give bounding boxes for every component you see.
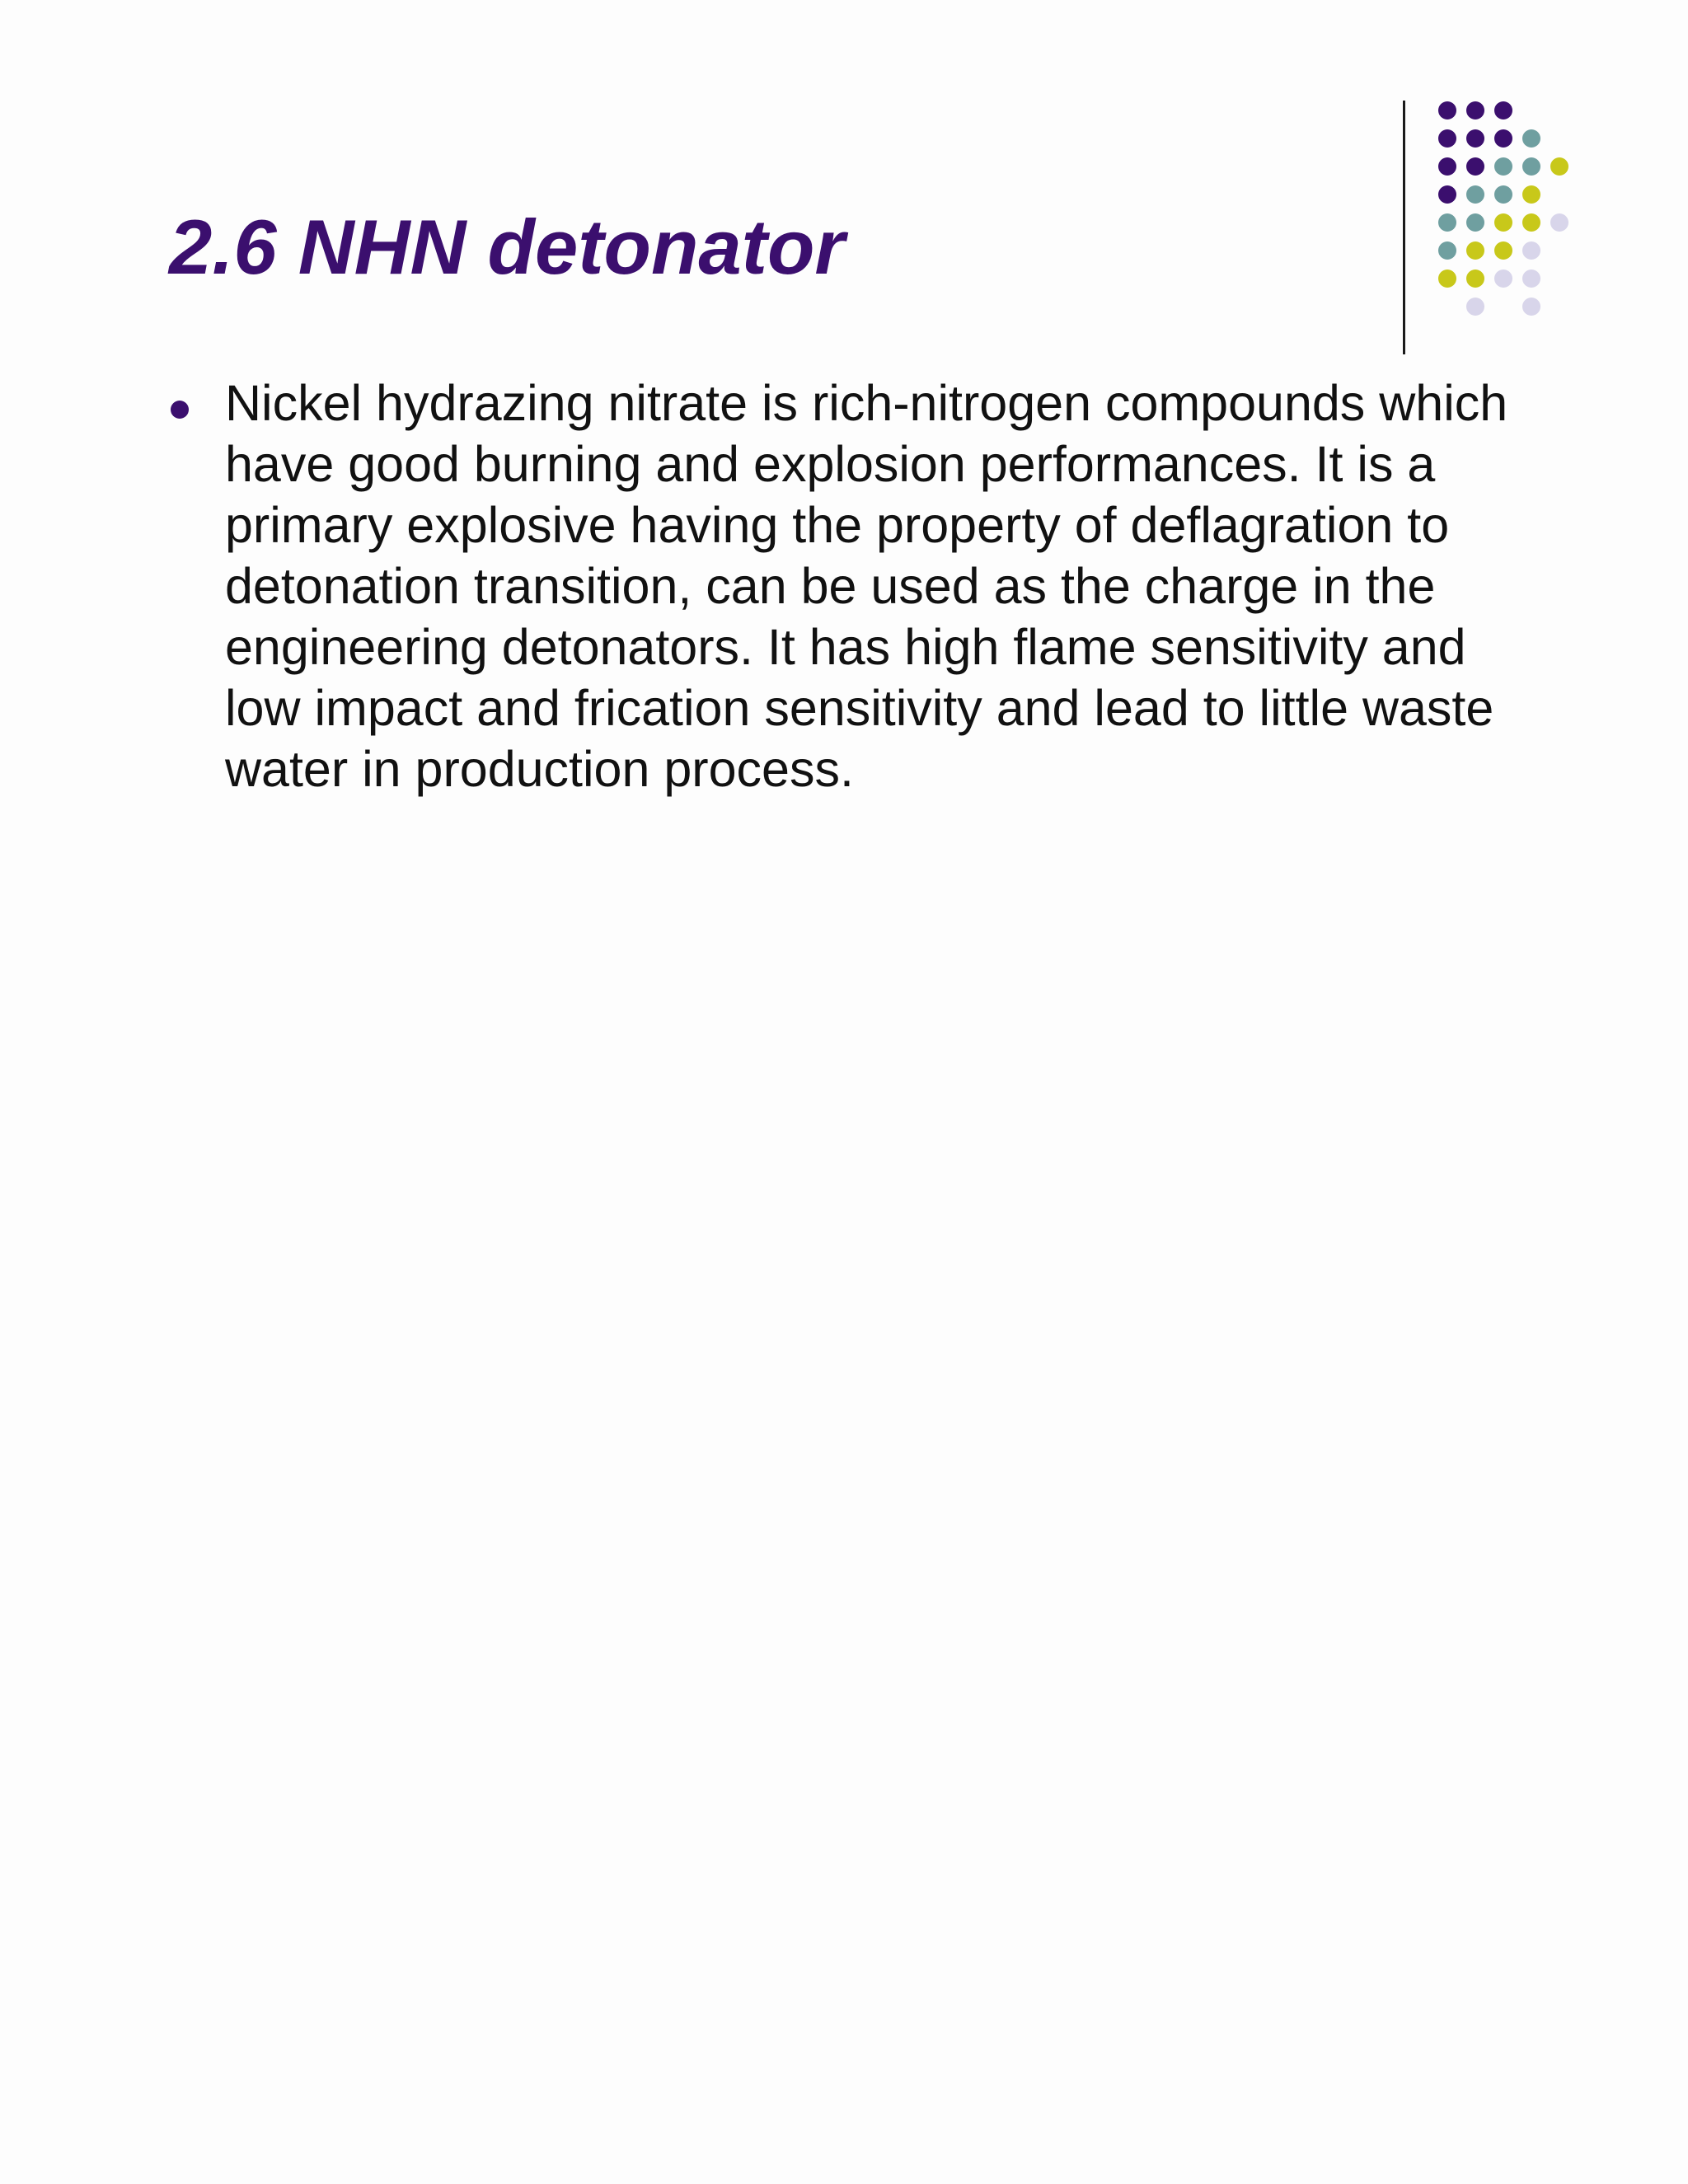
decorative-dot bbox=[1522, 298, 1540, 316]
decorative-dot bbox=[1466, 298, 1484, 316]
decorative-dot bbox=[1494, 269, 1512, 288]
decorative-dot bbox=[1522, 213, 1540, 232]
decorative-dot-grid bbox=[0, 0, 1688, 371]
decorative-dot bbox=[1494, 213, 1512, 232]
decorative-dot bbox=[1466, 129, 1484, 148]
decorative-dot bbox=[1466, 101, 1484, 120]
decorative-dot bbox=[1522, 157, 1540, 176]
decorative-dot bbox=[1494, 185, 1512, 204]
decorative-dot bbox=[1550, 157, 1568, 176]
bullet-item bbox=[169, 373, 1521, 799]
decorative-dot bbox=[1438, 101, 1456, 120]
decorative-dot bbox=[1466, 269, 1484, 288]
decorative-dot bbox=[1466, 241, 1484, 260]
decorative-dot bbox=[1522, 269, 1540, 288]
vertical-divider bbox=[1403, 101, 1405, 354]
decorative-dot bbox=[1522, 129, 1540, 148]
decorative-dot bbox=[1438, 185, 1456, 204]
decorative-dot bbox=[1494, 101, 1512, 120]
decorative-dot bbox=[1466, 213, 1484, 232]
decorative-dot bbox=[1494, 241, 1512, 260]
decorative-dot bbox=[1522, 241, 1540, 260]
decorative-dot bbox=[1494, 157, 1512, 176]
decorative-dot bbox=[1438, 241, 1456, 260]
decorative-dot bbox=[1466, 185, 1484, 204]
decorative-dot bbox=[1438, 269, 1456, 288]
decorative-dot bbox=[1438, 129, 1456, 148]
decorative-dot bbox=[1438, 213, 1456, 232]
decorative-dot bbox=[1550, 213, 1568, 232]
decorative-dot bbox=[1494, 129, 1512, 148]
decorative-dot bbox=[1438, 157, 1456, 176]
decorative-dot bbox=[1522, 185, 1540, 204]
bullet-list bbox=[169, 373, 1521, 799]
bullet-icon bbox=[171, 401, 189, 419]
slide-title: 2.6 NHN detonator bbox=[169, 204, 845, 290]
bullet-text: Nickel hydrazing nitrate is rich-nitrogen compounds which have good burning and explosion performances. It is a primary explosive having the property of deflagration to detonation transition, can be used as the charge in the engineering detonators. It has high flame sensitivity and low impact and frication sensitivity and lead to little waste water in production process. bbox=[225, 375, 1508, 797]
decorative-dot bbox=[1466, 157, 1484, 176]
